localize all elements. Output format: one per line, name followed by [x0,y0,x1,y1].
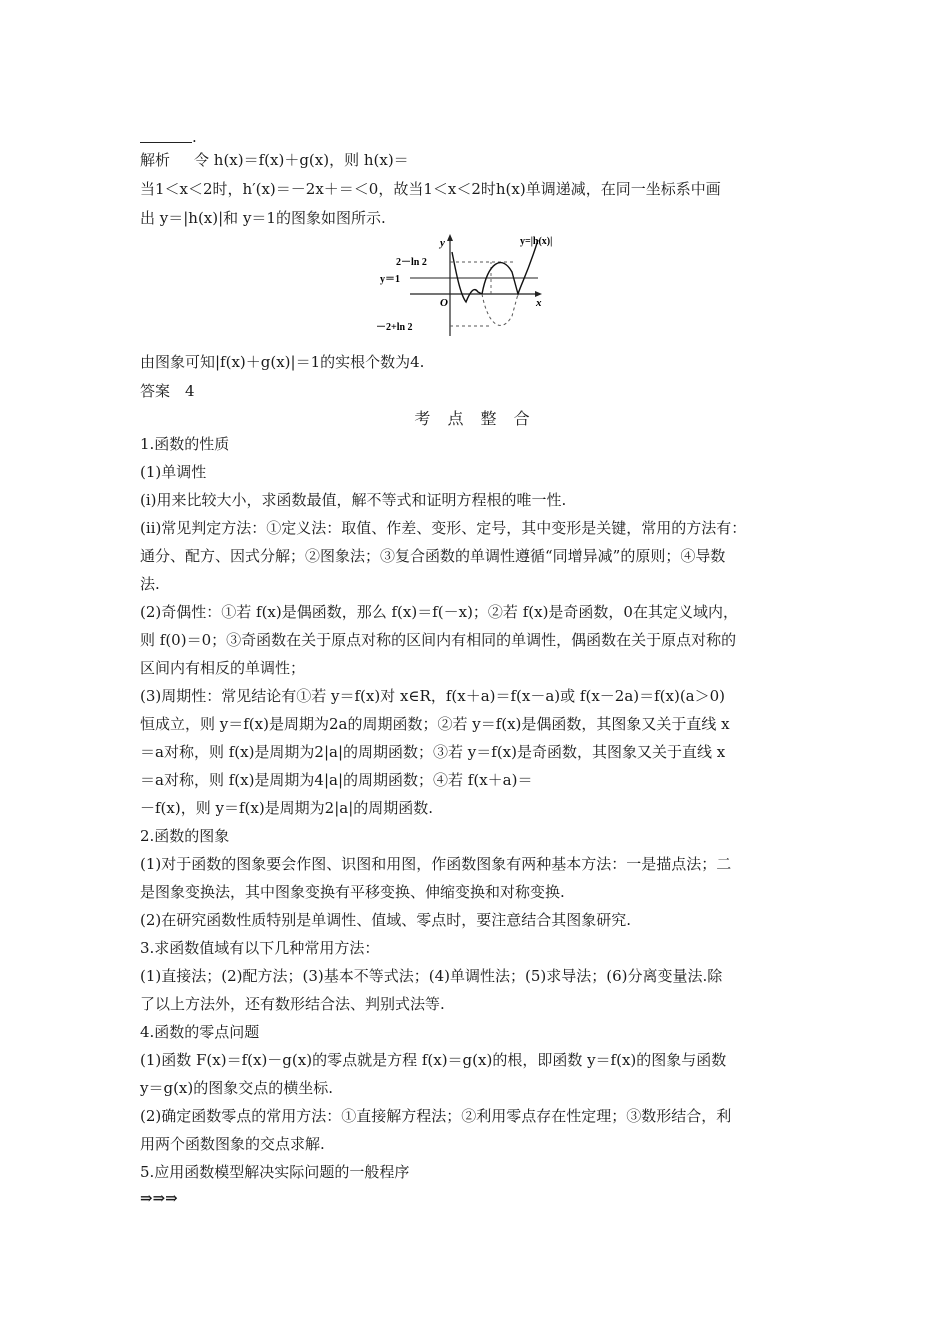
body-line-18: (2)在研究函数性质特别是单调性、值域、零点时，要注意结合其图象研究. [140,911,632,929]
origin-label: O [440,297,448,309]
curve-label: y=|h(x)| [520,236,553,247]
body-line-2: (1)单调性 [140,463,207,481]
conclusion: 由图象可知|f(x)＋g(x)|＝1的实根个数为4. [140,353,425,371]
y-axis-label: y [440,237,445,249]
x-axis-label: x [536,297,542,309]
body-line-11: 恒成立，则 y＝f(x)是周期为2a的周期函数；②若 y＝f(x)是偶函数，其图象又关于直线 x [140,715,730,733]
function-graph [370,232,580,340]
body-line-20: (1)直接法；(2)配方法；(3)基本不等式法；(4)单调性法；(5)求导法；(6)分离变量法.除 [140,967,723,985]
body-line-1: 1.函数的性质 [140,435,230,453]
body-line-13: ＝a对称，则 f(x)是周期为4|a|的周期函数；④若 f(x＋a)＝ [140,771,533,789]
body-line-28: ⇒⇒⇒ [140,1189,178,1207]
y-axis-arrow [447,234,453,241]
body-line-24: y＝g(x)的图象交点的横坐标. [140,1079,334,1097]
body-line-4: (ⅱ)常见判定方法：①定义法：取值、作差、变形、定号，其中变形是关键，常用的方法有： [140,519,747,537]
body-line-27: 5.应用函数模型解决实际问题的一般程序 [140,1163,410,1181]
abs-h-curve [452,240,538,302]
body-line-16: (1)对于函数的图象要会作图、识图和用图，作函数图象有两种基本方法：一是描点法；二 [140,855,732,873]
body-line-9: 区间内有相反的单调性； [140,659,306,677]
body-line-10: (3)周期性：常见结论有①若 y＝f(x)对 x∈R，f(x＋a)＝f(x－a)或 f(x－2a)＝f(x)(a＞0) [140,687,726,705]
label-2-minus-ln2: 2－ln 2 [396,257,427,268]
label-neg2-plus-ln2: －2+ln 2 [376,322,413,333]
label-y-equals-1: y＝1 [380,274,400,285]
section-title: 考 点 整 合 [414,409,536,428]
body-line-23: (1)函数 F(x)＝f(x)－g(x)的零点就是方程 f(x)＝g(x)的根，即函数 y＝f(x)的图象与函数 [140,1051,727,1069]
solution-text-1: 令 h(x)＝f(x)＋g(x)，则 h(x)＝ [194,151,409,169]
solution-label: 解析 [140,151,171,169]
solution-line-3: 出 y＝|h(x)|和 y＝1的图象如图所示. [140,209,386,227]
body-line-8: 则 f(0)＝0；③奇函数在关于原点对称的区间内有相同的单调性，偶函数在关于原点对称的 [140,631,737,649]
body-line-21: 了以上方法外，还有数形结合法、判别式法等. [140,995,445,1013]
body-line-15: 2.函数的图象 [140,827,230,845]
h-curve-reflected [482,294,518,325]
body-line-6: 法. [140,575,160,593]
solution-line-1 [140,150,409,170]
body-line-7: (2)奇偶性：①若 f(x)是偶函数，那么 f(x)＝f(－x)；②若 f(x)是奇函数，0在其定义域内， [140,603,738,621]
solution-line-2: 当1＜x＜2时，h′(x)＝－2x＋＝＜0，故当1＜x＜2时h(x)单调递减，在同一坐标系中画 [140,180,721,198]
answer-blank [140,132,192,143]
blank-period: . [192,128,197,146]
body-line-22: 4.函数的零点问题 [140,1023,260,1041]
body-line-5: 通分、配方、因式分解；②图象法；③复合函数的单调性遵循“同增异减”的原则；④导数 [140,547,726,565]
body-line-25: (2)确定函数零点的常用方法：①直接解方程法；②利用零点存在性定理；③数形结合，利 [140,1107,732,1125]
body-line-17: 是图象变换法，其中图象变换有平移变换、伸缩变换和对称变换. [140,883,565,901]
body-line-12: ＝a对称，则 f(x)是周期为2|a|的周期函数；③若 y＝f(x)是奇函数，其图象又关于直线 x [140,743,726,761]
body-line-3: (ⅰ)用来比较大小，求函数最值，解不等式和证明方程根的唯一性. [140,491,567,509]
body-line-19: 3.求函数值域有以下几种常用方法： [140,939,380,957]
body-line-26: 用两个函数图象的交点求解. [140,1135,325,1153]
answer: 答案 4 [140,382,195,400]
body-line-14: －f(x)，则 y＝f(x)是周期为2|a|的周期函数. [140,799,434,817]
